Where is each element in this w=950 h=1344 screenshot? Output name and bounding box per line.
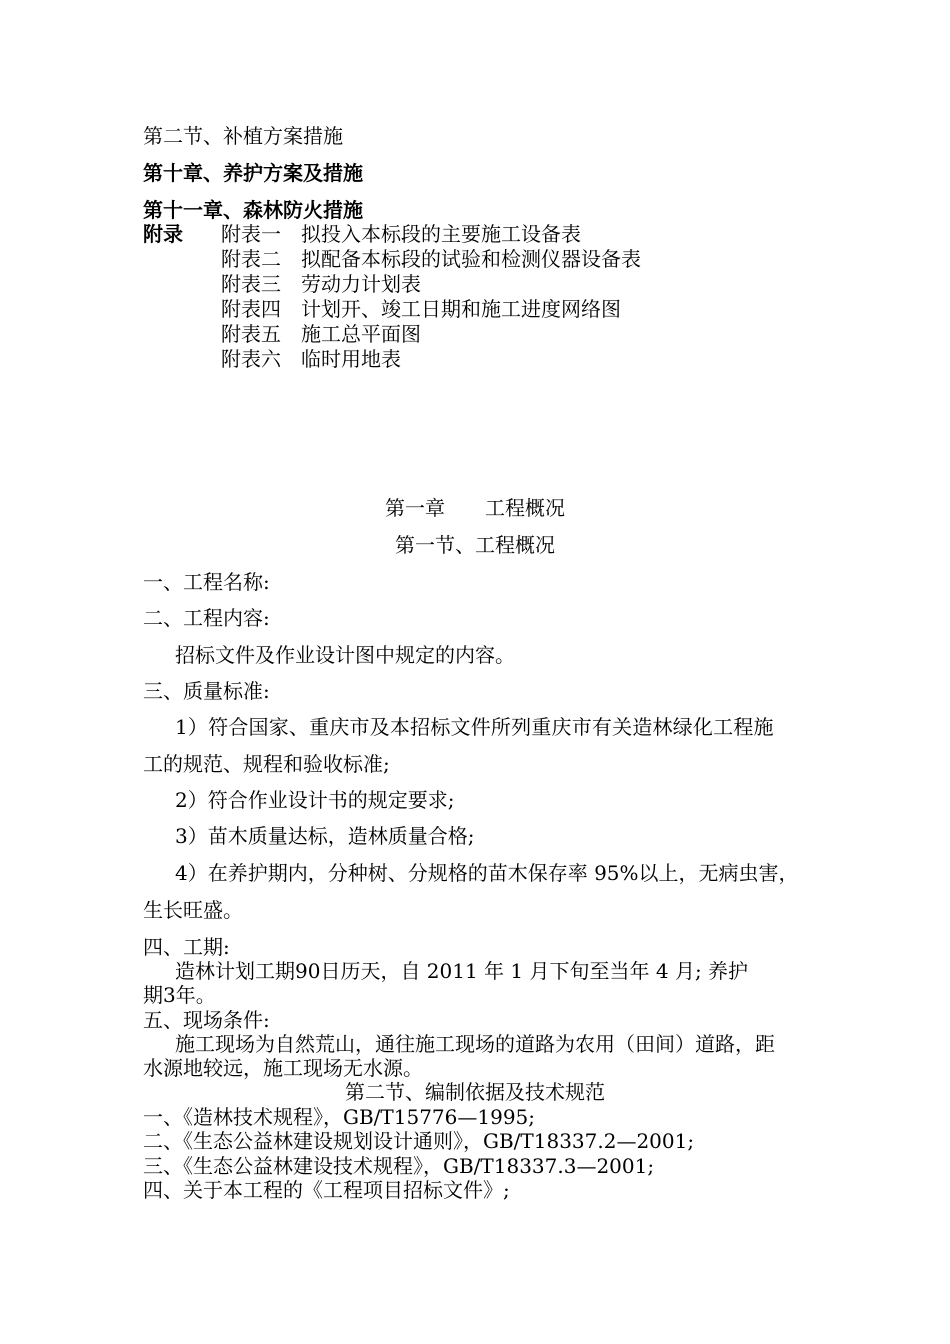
toc-appendix-item: 附表五 施工总平面图: [221, 322, 421, 346]
toc-section-entry: 第二节、补植方案措施: [143, 124, 343, 148]
site-conditions-heading: 五、现场条件:: [143, 1008, 270, 1032]
toc-appendix-item: 附表六 临时用地表: [221, 347, 401, 371]
project-content-heading: 二、工程内容:: [143, 606, 270, 630]
reference-item: 四、关于本工程的《工程项目招标文件》;: [143, 1178, 510, 1202]
toc-appendix-item: 附表四 计划开、竣工日期和施工进度网络图: [221, 297, 621, 321]
paragraph: 生长旺盛。: [143, 898, 243, 922]
paragraph: 1）符合国家、重庆市及本招标文件所列重庆市有关造林绿化工程施: [175, 715, 774, 739]
reference-item: 三、《生态公益林建设技术规程》，GB/T18337.3—2001;: [143, 1154, 655, 1178]
section-title: 第一节、工程概况: [395, 533, 555, 557]
paragraph: 3）苗木质量达标，造林质量合格;: [175, 824, 475, 848]
paragraph: 招标文件及作业设计图中规定的内容。: [175, 643, 515, 667]
toc-appendix-item: 附表二 拟配备本标段的试验和检测仪器设备表: [221, 247, 641, 271]
reference-item: 一、《造林技术规程》，GB/T15776—1995;: [143, 1105, 536, 1129]
schedule-heading: 四、工期:: [143, 935, 230, 959]
toc-appendix-label: 附录: [143, 222, 183, 246]
paragraph: 2）符合作业设计书的规定要求;: [175, 788, 455, 812]
paragraph: 施工现场为自然荒山，通往施工现场的道路为农用（田间）道路，距: [175, 1032, 775, 1056]
paragraph: 水源地较远，施工现场无水源。: [143, 1056, 423, 1080]
chapter-title: 第一章 工程概况: [385, 496, 565, 520]
toc-appendix-item: 附表一 拟投入本标段的主要施工设备表: [221, 222, 581, 246]
quality-standard-heading: 三、质量标准:: [143, 679, 270, 703]
toc-chapter-11: 第十一章、森林防火措施: [143, 198, 363, 222]
paragraph: 期3年。: [143, 983, 216, 1007]
toc-chapter-10: 第十章、养护方案及措施: [143, 161, 363, 185]
section-title: 第二节、编制依据及技术规范: [345, 1080, 605, 1104]
reference-item: 二、《生态公益林建设规划设计通则》，GB/T18337.2—2001;: [143, 1129, 695, 1153]
paragraph: 4）在养护期内，分种树、分规格的苗木保存率 95%以上，无病虫害，: [175, 861, 799, 885]
toc-appendix-item: 附表三 劳动力计划表: [221, 272, 421, 296]
project-name-heading: 一、工程名称:: [143, 570, 270, 594]
paragraph: 工的规范、规程和验收标准;: [143, 752, 390, 776]
paragraph: 造林计划工期90日历天，自 2011 年 1 月下旬至当年 4 月; 养护: [175, 959, 749, 983]
